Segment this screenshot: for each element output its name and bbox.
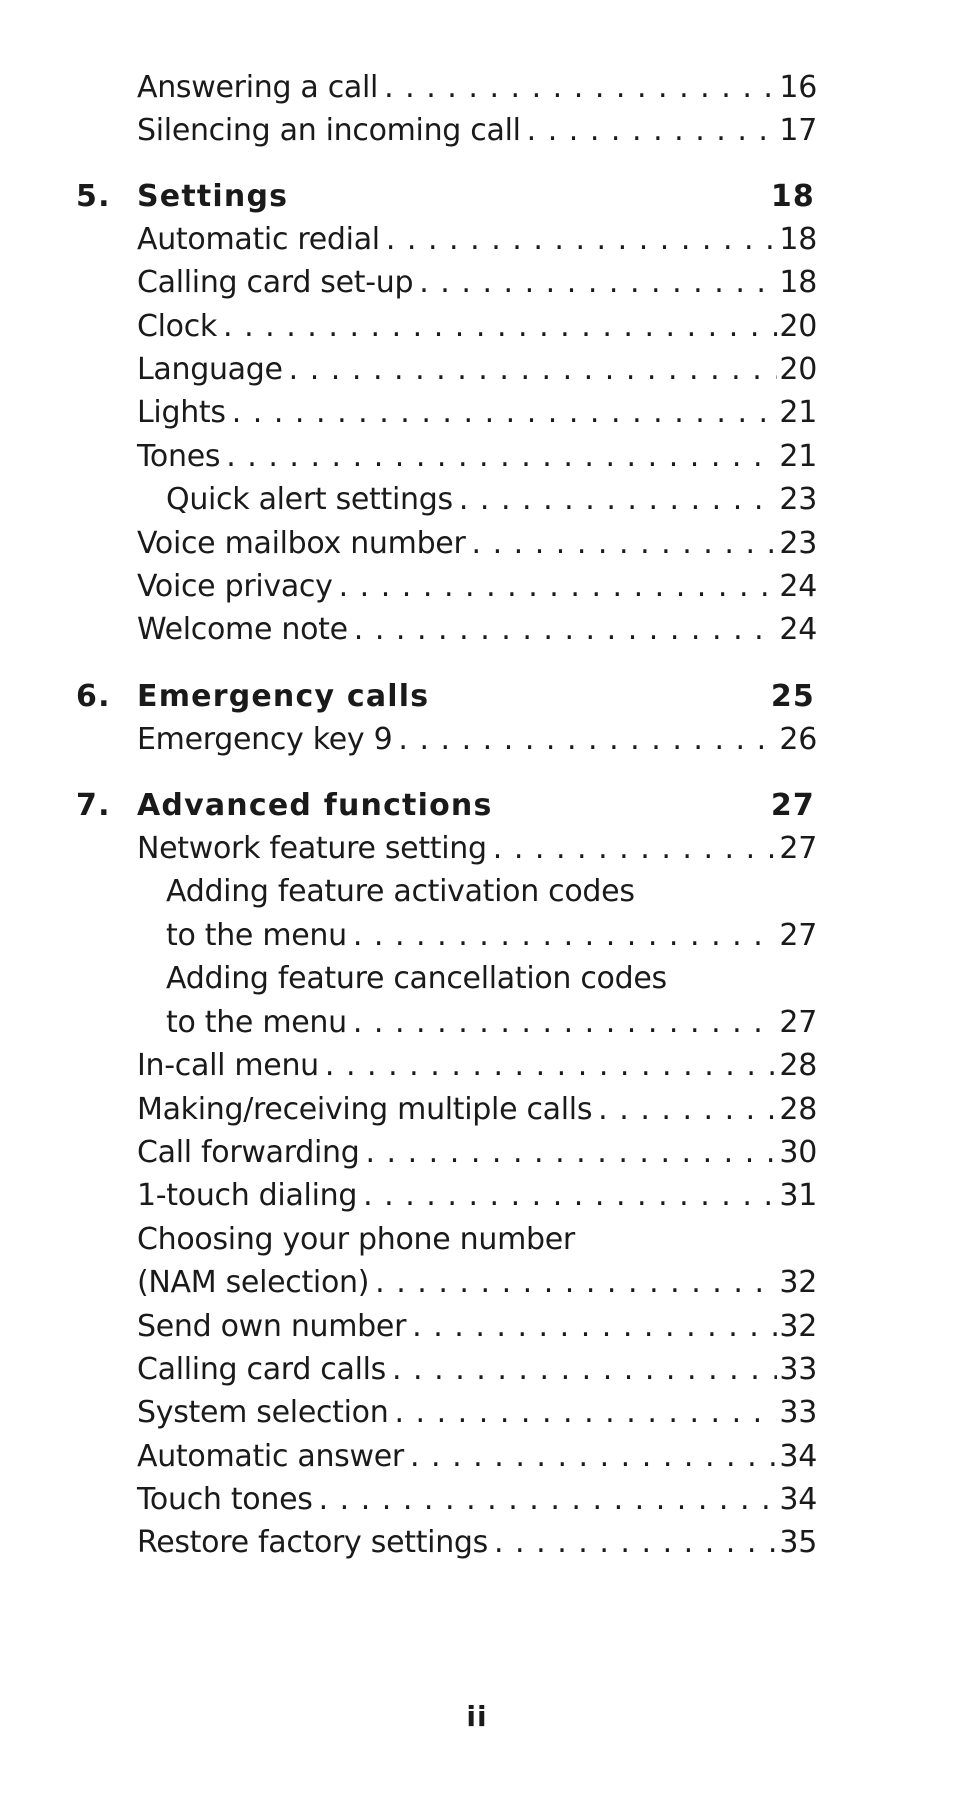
toc-entry-label: Quick alert settings: [166, 482, 453, 517]
toc-entry-page: 18: [779, 265, 817, 300]
dot-leader: [384, 66, 777, 109]
dot-leader: [354, 608, 778, 651]
toc-entry-label: to the menu: [166, 918, 347, 953]
chapter-page: 27: [770, 788, 815, 823]
toc-entry[interactable]: [137, 1044, 817, 1087]
dot-leader: [325, 1044, 778, 1087]
toc-entry[interactable]: [137, 1131, 817, 1174]
toc-entry-page: 33: [779, 1352, 817, 1387]
dot-leader: [419, 261, 777, 304]
toc-entry-page: 23: [779, 482, 817, 517]
toc-entry-page: 17: [779, 113, 817, 148]
toc-entry-label: to the menu: [166, 1005, 347, 1040]
toc-entry-page: 33: [779, 1395, 817, 1430]
toc-entry-page: 20: [779, 352, 817, 387]
dot-leader: [527, 109, 778, 152]
chapter-heading[interactable]: [76, 175, 817, 218]
page-number: ii: [466, 1700, 488, 1733]
toc-entry-label: Silencing an incoming call: [137, 113, 521, 148]
chapter-page: 25: [770, 679, 815, 714]
toc-entry-label: Making/receiving multiple calls: [137, 1092, 593, 1127]
dot-leader: [386, 218, 778, 261]
toc-entry-page: 26: [779, 722, 817, 757]
dot-leader: [223, 305, 777, 348]
toc-entry[interactable]: [137, 1435, 817, 1478]
dot-leader: [472, 522, 778, 565]
toc-subentry[interactable]: [166, 478, 817, 521]
toc-entry-label: Welcome note: [137, 612, 348, 647]
toc-entry[interactable]: [137, 565, 817, 608]
toc-entry[interactable]: [137, 1305, 817, 1348]
toc-subentry[interactable]: [166, 1001, 817, 1044]
toc-entry-label: Choosing your phone number: [137, 1222, 575, 1257]
toc-entry[interactable]: [137, 1478, 817, 1521]
toc-entry[interactable]: [137, 608, 817, 651]
toc-entry[interactable]: [137, 435, 817, 478]
toc-entry-page: 32: [779, 1309, 817, 1344]
toc-entry-label: Adding feature cancellation codes: [166, 961, 667, 996]
dot-leader: [353, 1001, 778, 1044]
dot-leader: [410, 1435, 777, 1478]
dot-leader: [232, 391, 778, 434]
dot-leader: [494, 1521, 777, 1564]
toc-entry-page: 20: [779, 309, 817, 344]
toc-entry-page: 28: [779, 1092, 817, 1127]
toc-entry-label: Voice privacy: [137, 569, 333, 604]
toc-entry-page: 27: [779, 918, 817, 953]
toc-entry-page: 24: [779, 612, 817, 647]
toc-entry-label: Automatic answer: [137, 1439, 404, 1474]
toc-entry-label: (NAM selection): [137, 1265, 370, 1300]
toc-entry-label: Lights: [137, 395, 226, 430]
toc-entry-page: 21: [779, 395, 817, 430]
dot-leader: [363, 1174, 777, 1217]
toc-entry[interactable]: [137, 1218, 817, 1261]
toc-entry-page: 30: [779, 1135, 817, 1170]
dot-leader: [289, 348, 778, 391]
toc-entry-label: Calling card set-up: [137, 265, 414, 300]
toc-entry[interactable]: [137, 1261, 817, 1304]
toc-entry[interactable]: [137, 109, 817, 152]
chapter-number: 5.: [76, 179, 111, 214]
toc-entry-label: Touch tones: [137, 1482, 313, 1517]
toc-entry-label: Emergency key 9: [137, 722, 393, 757]
toc-entry-page: 32: [779, 1265, 817, 1300]
toc-entry-page: 24: [779, 569, 817, 604]
toc-entry[interactable]: [137, 66, 817, 109]
chapter-page: 18: [770, 179, 815, 214]
toc-entry-page: 28: [779, 1048, 817, 1083]
toc-entry[interactable]: [137, 827, 817, 870]
toc-entry-label: Call forwarding: [137, 1135, 360, 1170]
toc-entry-page: 27: [779, 831, 817, 866]
toc-entry-page: 27: [779, 1005, 817, 1040]
toc-entry[interactable]: [137, 261, 817, 304]
toc-entry-label: Voice mailbox number: [137, 526, 466, 561]
toc-entry[interactable]: [137, 1174, 817, 1217]
chapter-title: Settings: [137, 179, 289, 214]
toc-entry-label: Adding feature activation codes: [166, 874, 635, 909]
toc-entry-label: Answering a call: [137, 70, 379, 105]
chapter-title: Emergency calls: [137, 679, 430, 714]
toc-subentry[interactable]: [166, 870, 817, 913]
toc-entry[interactable]: [137, 1348, 817, 1391]
toc-entry[interactable]: [137, 718, 817, 761]
toc-entry-page: 34: [779, 1482, 817, 1517]
toc-entry-label: In-call menu: [137, 1048, 319, 1083]
toc-entry-label: Language: [137, 352, 283, 387]
dot-leader: [365, 1131, 777, 1174]
toc-entry[interactable]: [137, 1088, 817, 1131]
dot-leader: [459, 478, 778, 521]
toc-entry-page: 18: [779, 222, 817, 257]
dot-leader: [226, 435, 777, 478]
toc-entry[interactable]: [137, 348, 817, 391]
toc-entry-page: 21: [779, 439, 817, 474]
toc-entry-page: 16: [779, 70, 817, 105]
toc-subentry[interactable]: [166, 957, 817, 1000]
dot-leader: [392, 1348, 777, 1391]
toc-entry-page: 34: [779, 1439, 817, 1474]
toc-entry-page: 31: [779, 1178, 817, 1213]
toc-entry-page: 35: [779, 1525, 817, 1560]
toc-entry[interactable]: [137, 522, 817, 565]
dot-leader: [398, 718, 777, 761]
dot-leader: [493, 827, 778, 870]
toc-entry-label: Automatic redial: [137, 222, 380, 257]
dot-leader: [412, 1305, 777, 1348]
chapter-number: 6.: [76, 679, 111, 714]
toc-entry[interactable]: [137, 305, 817, 348]
chapter-heading[interactable]: [76, 784, 817, 827]
toc-entry[interactable]: [137, 1521, 817, 1564]
dot-leader: [394, 1391, 777, 1434]
dot-leader: [319, 1478, 778, 1521]
toc-entry-label: Tones: [137, 439, 221, 474]
dot-leader: [339, 565, 778, 608]
toc-entry-label: Clock: [137, 309, 218, 344]
toc-entry-page: 23: [779, 526, 817, 561]
toc-entry-label: Send own number: [137, 1309, 407, 1344]
chapter-number: 7.: [76, 788, 111, 823]
toc-entry-label: Restore factory settings: [137, 1525, 488, 1560]
toc-entry-label: Network feature setting: [137, 831, 487, 866]
toc-entry[interactable]: [137, 1391, 817, 1434]
chapter-heading[interactable]: [76, 675, 817, 718]
toc-entry[interactable]: [137, 391, 817, 434]
toc-entry-label: System selection: [137, 1395, 389, 1430]
dot-leader: [353, 914, 778, 957]
dot-leader: [375, 1261, 777, 1304]
toc-entry-label: Calling card calls: [137, 1352, 386, 1387]
toc-subentry[interactable]: [166, 914, 817, 957]
dot-leader: [598, 1088, 777, 1131]
toc-entry[interactable]: [137, 218, 817, 261]
toc-entry-label: 1-touch dialing: [137, 1178, 358, 1213]
chapter-title: Advanced functions: [137, 788, 493, 823]
